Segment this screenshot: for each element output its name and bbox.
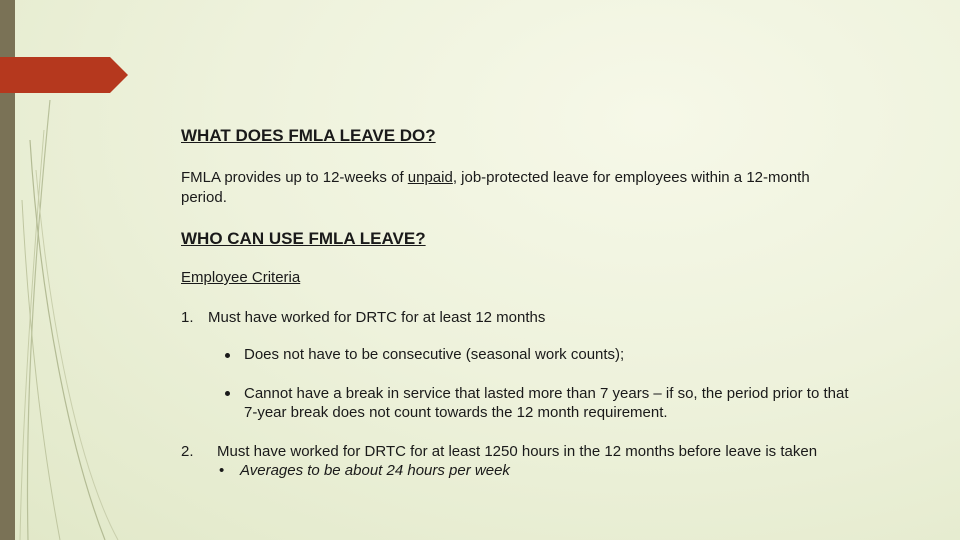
accent-arrow-tab [0, 57, 128, 93]
heading-who-can-use-fmla: WHO CAN USE FMLA LEAVE? [181, 229, 426, 248]
item-1-bullet-2-line2: 7-year break does not count towards the 12 month requirement. [244, 404, 668, 421]
criteria-item-2-number: 2. [181, 443, 194, 460]
item-2-sub-bullet-text: Averages to be about 24 hours per week [240, 462, 510, 479]
heading-what-does-fmla-do: WHAT DOES FMLA LEAVE DO? [181, 126, 436, 145]
paragraph-text-end: , job-protected leave for employees within a 12-month [452, 169, 810, 186]
employee-criteria-label: Employee Criteria [181, 269, 301, 286]
criteria-item-1-text: Must have worked for DRTC for at least 12 months [208, 309, 546, 326]
criteria-item-2-text: Must have worked for DRTC for at least 1250 hours in the 12 months before leave is taken [217, 443, 818, 460]
criteria-item-1-number: 1. [181, 309, 194, 326]
item-1-bullet-2-line1: Cannot have a break in service that lasted more than 7 years – if so, the period prior to that [244, 385, 849, 402]
underlined-unpaid: unpaid [407, 169, 453, 186]
paragraph-fmla-description-line1 [181, 169, 810, 186]
bullet-dot [225, 391, 230, 396]
paragraph-text-start: FMLA provides up to 12-weeks of [181, 169, 408, 186]
paragraph-fmla-description-line2: period. [181, 189, 227, 206]
item-2-sub-bullet-marker: • [219, 462, 225, 479]
item-1-bullet-1: Does not have to be consecutive (seasonal work counts); [244, 346, 625, 363]
bullet-dot [225, 353, 230, 358]
